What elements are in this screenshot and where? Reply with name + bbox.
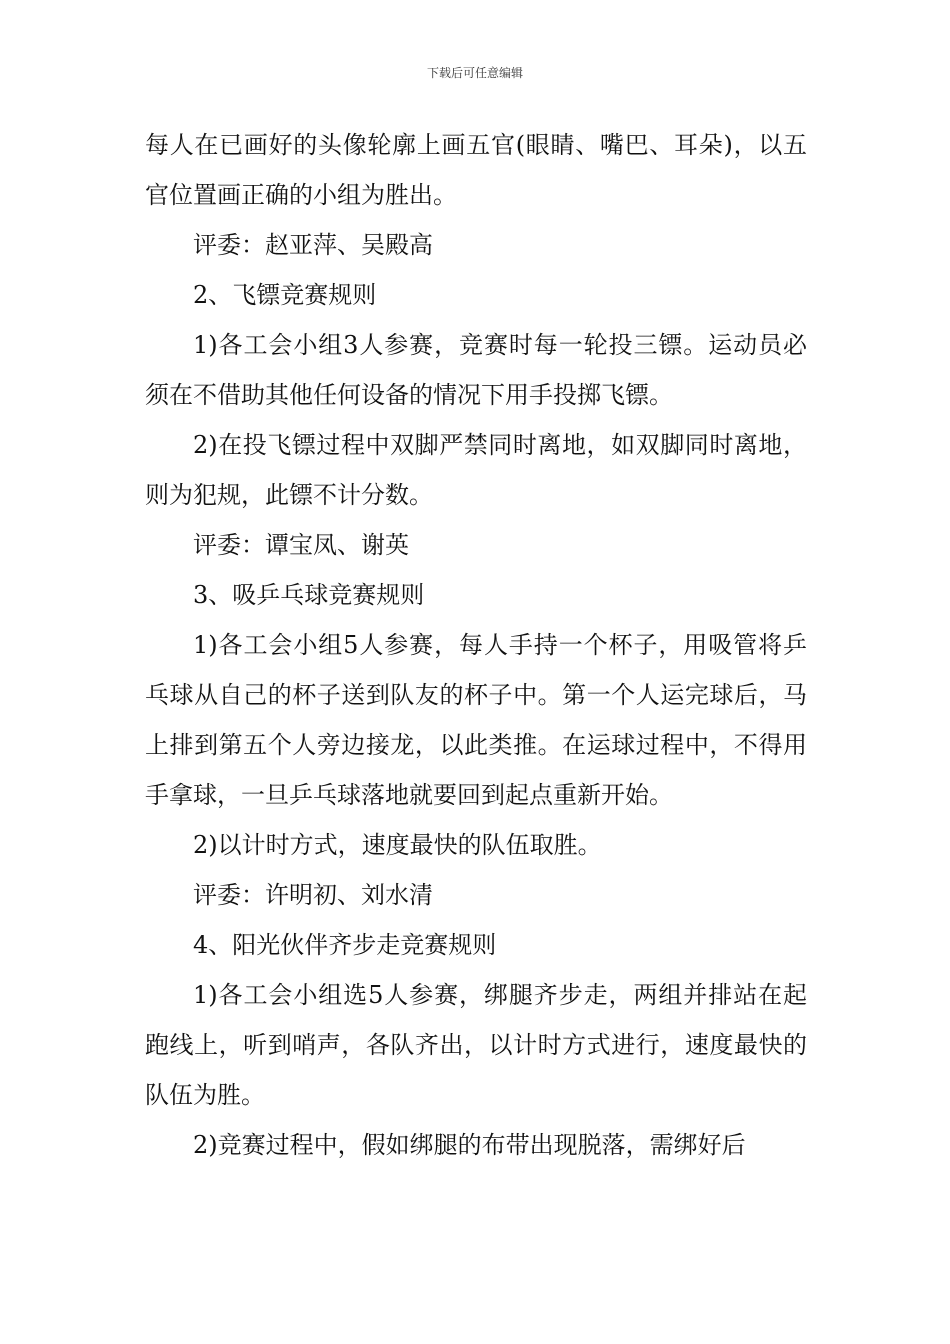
paragraph-darts-rule-1: 1)各工会小组3人参赛，竞赛时每一轮投三镖。运动员必须在不借助其他任何设备的情况下用手投掷飞镖。 [145, 331, 807, 409]
paragraph-facial-features-rule: 每人在已画好的头像轮廓上画五官(眼睛、嘴巴、耳朵)，以五官位置画正确的小组为胜出。 [145, 131, 807, 209]
paragraph-ping-pong-rule-1: 1)各工会小组5人参赛，每人手持一个杯子，用吸管将乒乓球从自己的杯子送到队友的杯子中。第一个人运完球后，马上排到第五个人旁边接龙，以此类推。在运球过程中，不得用手拿球，一旦乒乓球落地就要回到起点重新开始。 [145, 631, 807, 809]
paragraph-walk-rule-1: 1)各工会小组选5人参赛，绑腿齐步走，两组并排站在起跑线上，听到哨声，各队齐出，以计时方式进行，速度最快的队伍为胜。 [145, 981, 807, 1109]
paragraph-judges-2: 评委：谭宝凤、谢英 [193, 531, 409, 559]
section-heading-ping-pong: 3、吸乒乓球竞赛规则 [193, 581, 425, 609]
section-heading-three-legged-walk: 4、阳光伙伴齐步走竞赛规则 [193, 931, 497, 959]
paragraph-walk-rule-2: 2)竞赛过程中，假如绑腿的布带出现脱落，需绑好后 [193, 1131, 746, 1159]
paragraph-judges-1: 评委：赵亚萍、吴殿高 [193, 231, 433, 259]
document-body [145, 120, 807, 1170]
paragraph-ping-pong-rule-2: 2)以计时方式，速度最快的队伍取胜。 [193, 831, 602, 859]
paragraph-darts-rule-2: 2)在投飞镖过程中双脚严禁同时离地，如双脚同时离地，则为犯规，此镖不计分数。 [145, 431, 807, 509]
header-note: 下载后可任意编辑 [426, 66, 523, 80]
section-heading-darts: 2、飞镖竞赛规则 [193, 281, 377, 309]
paragraph-judges-3: 评委：许明初、刘水清 [193, 881, 433, 909]
